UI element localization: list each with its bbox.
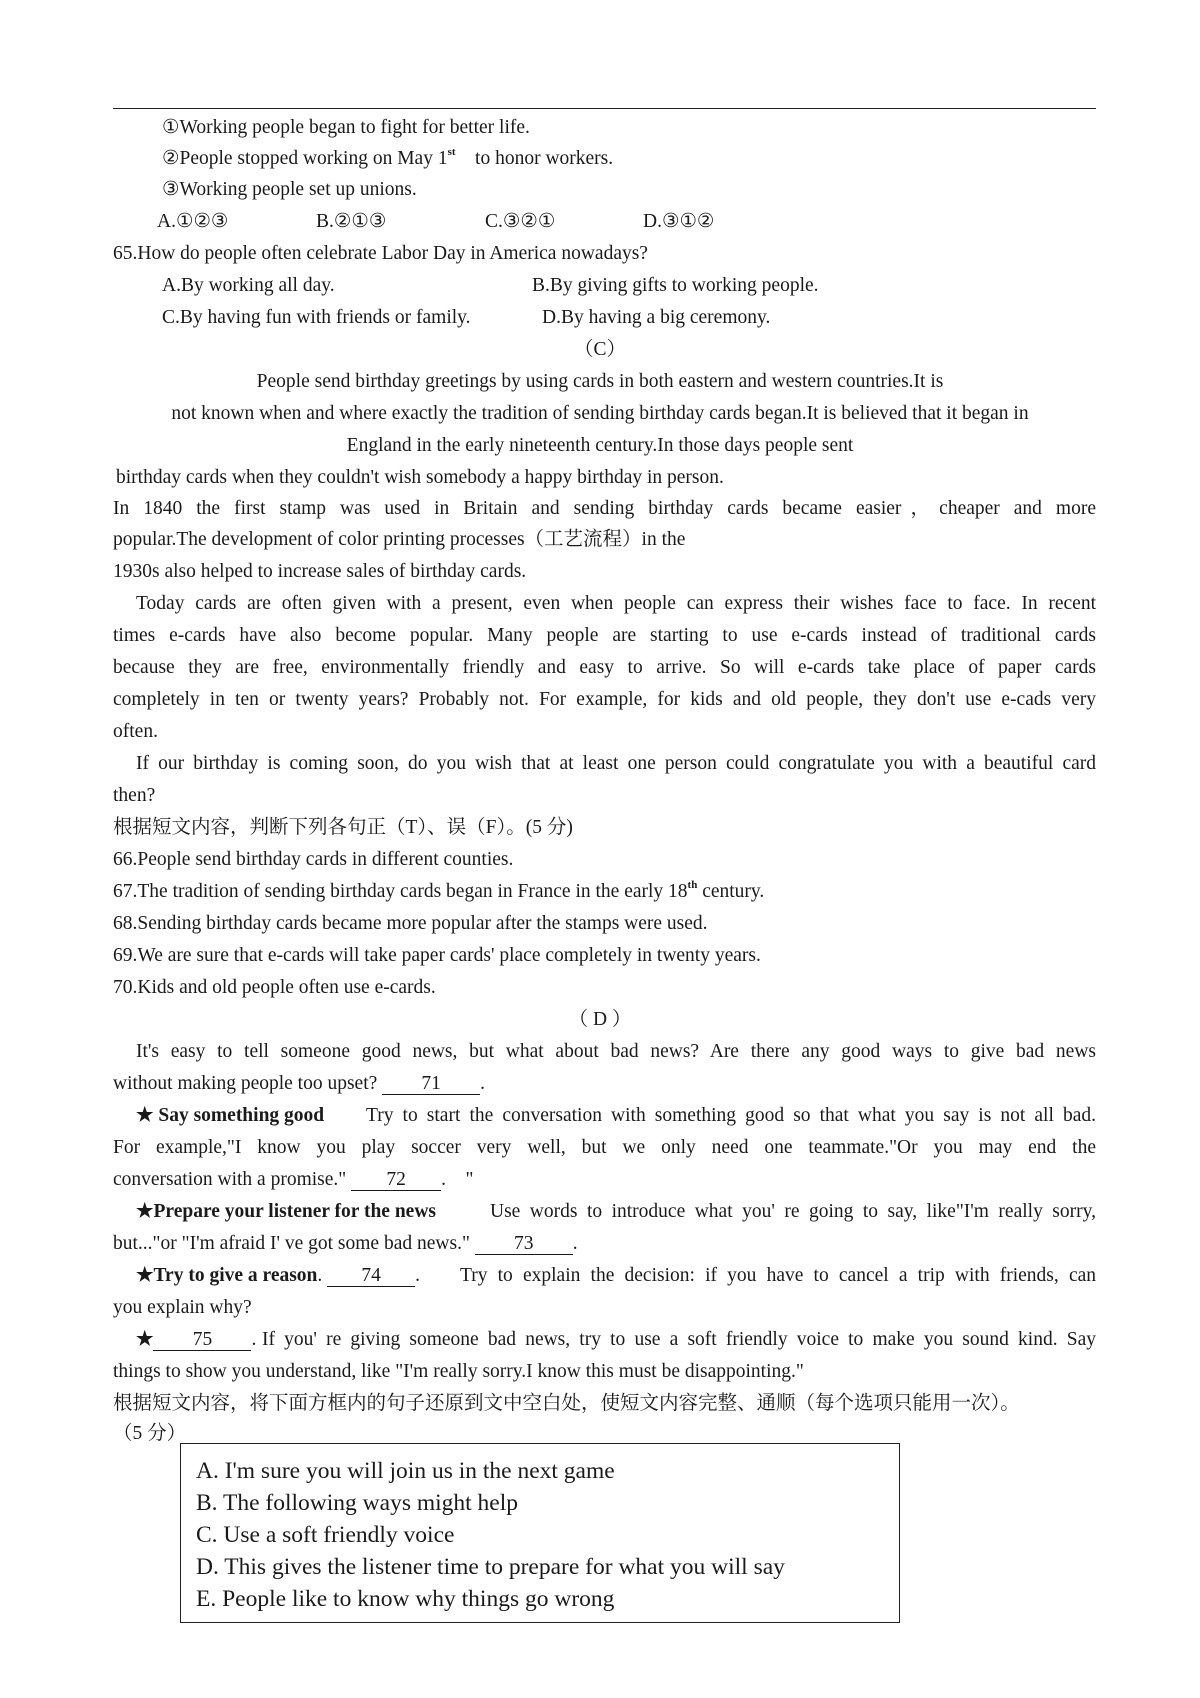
q65-option-c: C.By having fun with friends or family. — [162, 307, 471, 328]
q64-statement-3: ③Working people set up unions. — [162, 179, 417, 200]
section-c-heading: （C） — [573, 339, 626, 360]
passage-c-line: not known when and where exactly the tradition of sending birthday cards began.It is believed that it began in — [171, 403, 1029, 424]
passage-c-line: often. — [113, 721, 158, 742]
passage-d-line: It's easy to tell someone good news, but what about bad news? Are there any good ways to give bad news — [136, 1041, 1096, 1062]
passage-d-line: For example,"I know you play soccer very well, but we only need one teammate."Or you may end the — [113, 1137, 1096, 1158]
section-d-instruction-score: （5 分） — [113, 1423, 187, 1444]
passage-c-line: Today cards are often given with a present, even when people can express their wishes face to face. In recent — [136, 593, 1096, 614]
passage-c-line: 1930s also helped to increase sales of birthday cards. — [113, 561, 527, 582]
section-d-heading: （ D ） — [568, 1009, 632, 1030]
q65-option-a: A.By working all day. — [162, 275, 335, 296]
star-title-give-reason: ★Try to give a reason. 74 . — [136, 1265, 421, 1286]
q64-statement-1: ①Working people began to fight for better life. — [162, 117, 530, 138]
passage-d-line: conversation with a promise." 72 . " — [113, 1169, 474, 1190]
passage-d-line: you explain why? — [113, 1297, 252, 1318]
q70: 70.Kids and old people often use e-cards. — [113, 977, 436, 998]
passage-c-line: If our birthday is coming soon, do you wish that at least one person could congratulate you with a beautiful card — [136, 753, 1096, 774]
q69: 69.We are sure that e-cards will take paper cards' place completely in twenty years. — [113, 945, 761, 966]
section-c-instruction: 根据短文内容，判断下列各句正（T）、误（F）。(5 分) — [113, 817, 573, 838]
passage-c-line: People send birthday greetings by using cards in both eastern and western countries.It is — [256, 371, 944, 392]
passage-c-line: popular.The development of color printing processes（工艺流程）in the — [113, 529, 686, 550]
q68: 68.Sending birthday cards became more popular after the stamps were used. — [113, 913, 708, 934]
passage-c-line: times e-cards have also become popular. Many people are starting to use e-cards instead of traditional cards — [113, 625, 1096, 646]
blank-71[interactable]: 71 — [382, 1074, 480, 1095]
q65-option-d: D.By having a big ceremony. — [542, 307, 771, 328]
passage-d-line: Try to start the conversation with something good so that what you say is not all bad. — [366, 1105, 1096, 1126]
section-d-instruction: 根据短文内容，将下面方框内的句子还原到文中空白处，使短文内容完整、通顺（每个选项只能用一次）。 — [113, 1393, 1020, 1414]
header-rule — [113, 108, 1096, 109]
star-title-say-something-good: ★ Say something good — [136, 1105, 325, 1126]
passage-c-line: then? — [113, 785, 156, 806]
passage-d-line: Use words to introduce what you' re going to say, like"I'm really sorry, — [490, 1201, 1096, 1222]
passage-d-line: but..."or "I'm afraid I' ve got some bad news." 73 . — [113, 1233, 578, 1254]
q64-option-c: C.③②① — [485, 211, 556, 232]
q66: 66.People send birthday cards in different counties. — [113, 849, 514, 870]
box-option-a: A. I'm sure you will join us in the next game — [196, 1458, 615, 1484]
star-title-prepare-listener: ★Prepare your listener for the news — [136, 1201, 437, 1222]
passage-c-line: completely in ten or twenty years? Probably not. For example, for kids and old people, they don't use e-cads very — [113, 689, 1096, 710]
box-option-d: D. This gives the listener time to prepare for what you will say — [196, 1554, 785, 1580]
box-option-c: C. Use a soft friendly voice — [196, 1522, 455, 1548]
box-option-e: E. People like to know why things go wrong — [196, 1586, 615, 1612]
box-option-b: B. The following ways might help — [196, 1490, 519, 1516]
blank-72[interactable]: 72 — [351, 1170, 441, 1191]
q65-question: 65.How do people often celebrate Labor Day in America nowadays? — [113, 243, 648, 264]
blank-75[interactable]: 75 — [153, 1330, 251, 1351]
passage-d-line: things to show you understand, like "I'm really sorry.I know this must be disappointing." — [113, 1361, 804, 1382]
blank-74[interactable]: 74 — [327, 1266, 415, 1287]
blank-73[interactable]: 73 — [475, 1234, 573, 1255]
passage-c-line: In 1840 the first stamp was used in Britain and sending birthday cards became easier，cheaper and more — [113, 498, 1096, 519]
passage-c-line: because they are free, environmentally friendly and easy to arrive. So will e-cards take place of paper cards — [113, 657, 1096, 678]
q65-option-b: B.By giving gifts to working people. — [532, 275, 819, 296]
q67: 67.The tradition of sending birthday cards began in France in the early 18th century. — [113, 879, 765, 902]
passage-d-line: Try to explain the decision: if you have to cancel a trip with friends, can — [460, 1265, 1096, 1286]
passage-c-line: England in the early nineteenth century.In those days people sent — [346, 435, 854, 456]
passage-d-line: without making people too upset? 71 . — [113, 1073, 486, 1094]
q64-option-a: A.①②③ — [157, 211, 229, 232]
q64-option-d: D.③①② — [643, 211, 715, 232]
passage-c-line: birthday cards when they couldn't wish somebody a happy birthday in person. — [116, 467, 724, 488]
passage-d-line: If you' re giving someone bad news, try to use a soft friendly voice to make you sound kind. Say — [262, 1329, 1096, 1350]
q64-option-b: B.②①③ — [316, 211, 387, 232]
star-blank-75-line: ★ 75 . — [136, 1329, 257, 1350]
q64-statement-2: ②People stopped working on May 1st to honor workers. — [162, 146, 614, 169]
